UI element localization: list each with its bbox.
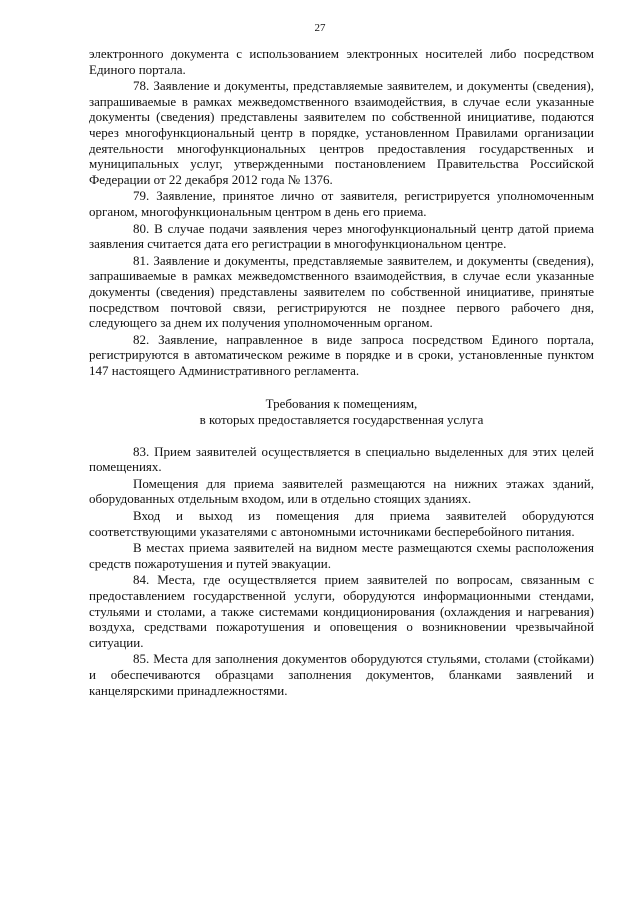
paragraph: Вход и выход из помещения для приема заявителей оборудуются соответствующими указателями с автономными источниками бесперебойного питания. (89, 508, 594, 539)
section-heading (89, 396, 594, 427)
section-heading-line1: Требования к помещениям, (265, 396, 418, 412)
paragraph-81: 81. Заявление и документы, представляемые заявителем, и документы (сведения), запрашиваемые в рамках межведомственного взаимодействия, в случае если указанные документы (сведения) представлены заявителем по собственной инициативе, принятые посредством почтовой связи, регистрируются не позднее первого рабочего дня, следующего за днем их получения уполномоченным органом. (89, 252, 594, 331)
paragraph-79: 79. Заявление, принятое лично от заявителя, регистрируется уполномоченным органом, многофункциональным центром в день его приема. (89, 188, 594, 219)
paragraph-84: 84. Места, где осуществляется прием заявителей по вопросам, связанным с предоставлением государственной услуги, оборудуются информационными стендами, стульями и столами, а также системами кондиционирования (охлаждения и нагревания) воздуха, средствами пожаротушения и оповещения о возникновении чрезвычайной ситуации. (89, 572, 594, 650)
paragraph-83: 83. Прием заявителей осуществляется в специально выделенных для этих целей помещениях. (89, 443, 594, 475)
section-heading-line2: в которых предоставляется государственная услуга (199, 412, 484, 428)
paragraph-82: 82. Заявление, направленное в виде запроса посредством Единого портала, регистрируются в автоматическом режиме в порядке и в сроки, установленные пунктом 147 настоящего Административного регламента. (89, 331, 594, 378)
paragraph-78: 78. Заявление и документы, представляемые заявителем, и документы (сведения), запрашиваемые в рамках межведомственного взаимодействия, в случае если указанные документы (сведения) представлены заявителем по собственной инициативе, подаются через многофункциональный центр в порядке, установленном Правилами организации деятельности многофункциональных центров предоставления государственных и муниципальных услуг, утвержденными постановлением Правительства Российской Федерации от 22 декабря 2012 года № 1376. (89, 78, 594, 187)
paragraph: В местах приема заявителей на видном месте размещаются схемы расположения средств пожаротушения и путей эвакуации. (89, 540, 594, 571)
paragraph: электронного документа с использованием электронных носителей либо посредством Единого портала. (89, 46, 594, 77)
paragraph: Помещения для приема заявителей размещаются на нижних этажах зданий, оборудованных отдельным входом, или в отдельно стоящих зданиях. (89, 475, 594, 507)
page-number: 27 (314, 22, 326, 34)
paragraph-80: 80. В случае подачи заявления через многофункциональный центр датой приема заявления считается дата его регистрации в многофункциональном центре. (89, 220, 594, 252)
document-body (89, 46, 594, 699)
paragraph-85: 85. Места для заполнения документов оборудуются стульями, столами (стойками) и обеспечиваются образцами заполнения документов, бланками заявлений и канцелярскими принадлежностями. (89, 651, 594, 698)
